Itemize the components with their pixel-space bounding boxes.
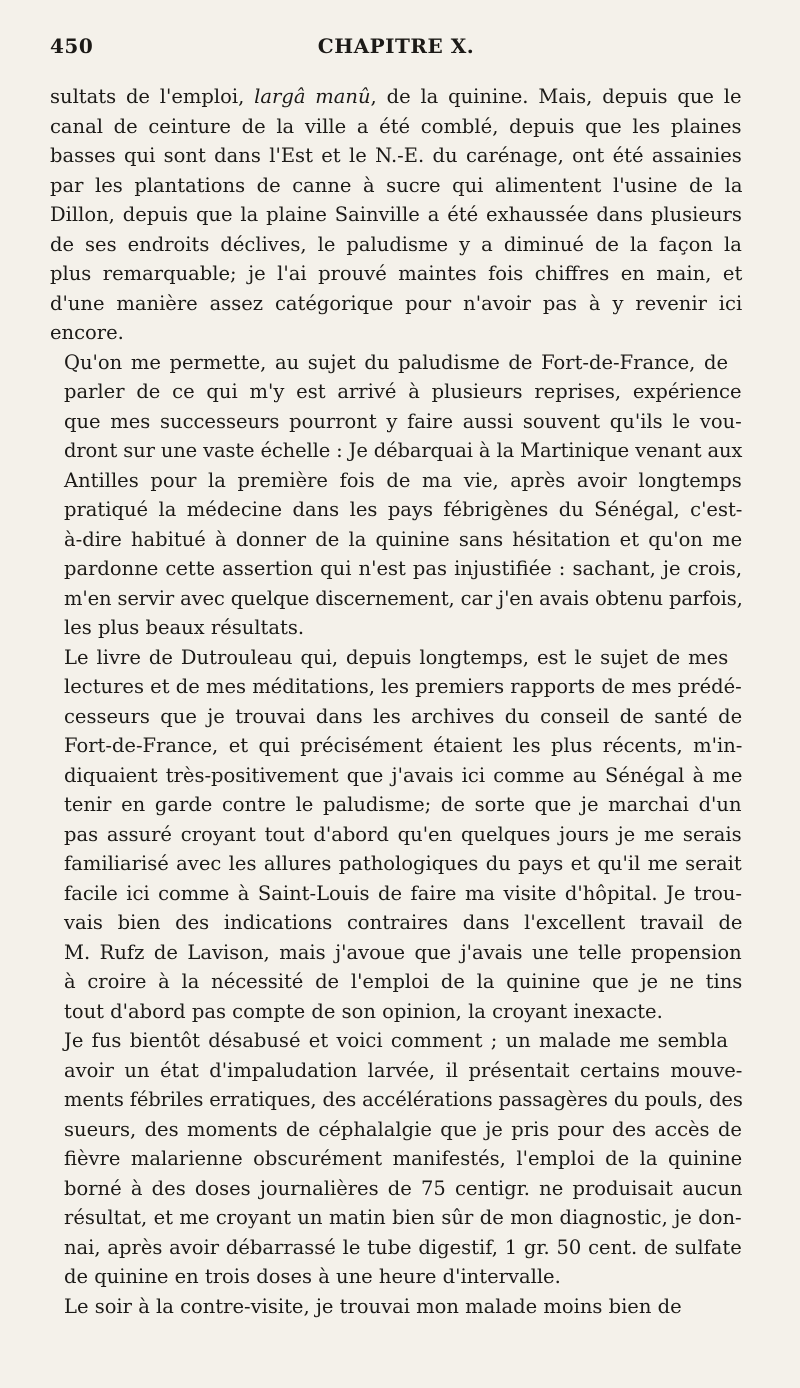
text-line: Fort-de-France, et qui précisément étaient les plus récents, m'in- [64,734,743,757]
text-line: de quinine en trois doses à une heure d'intervalle. [64,1265,561,1288]
text-line: Antilles pour la première fois de ma vie, après avoir longtemps [64,468,742,492]
text-line: Qu'on me permette, au sujet du paludisme de Fort-de-France, de [64,350,728,374]
text-line: fièvre malarienne obscurément manifestés, l'emploi de la quinine [64,1147,743,1170]
text-line: m'en servir avec quelque discernement, car j'en avais obtenu parfois, [64,586,743,610]
text-line: cesseurs que je trouvai dans les archives du conseil de santé de [64,704,743,728]
text-line: ments fébriles erratiques, des accélérations passagères du pouls, des [64,1088,743,1111]
paragraph [50,1026,742,1292]
text-line: diquaient très-positivement que j'avais ici comme au Sénégal à me [64,763,743,787]
paragraph [50,643,742,1027]
text-line: borné à des doses journalières de 75 centigr. ne produisait aucun [64,1176,743,1200]
text-line: sueurs, des moments de céphalalgie que je pris pour des accès de [64,1117,742,1141]
text-line: vais bien des indications contraires dans l'excellent travail de [64,911,743,934]
text-line: familiarisé avec les allures pathologiques du pays et qu'il me serait [64,852,742,875]
text-line: plus remarquable; je l'ai prouvé maintes fois chiffres en main, et [50,262,743,285]
text-line: d'une manière assez catégorique pour n'avoir pas à y revenir ici [50,291,743,315]
text-line: résultat, et me croyant un matin bien sûr de mon diagnostic, je don- [64,1206,742,1229]
text-line [50,82,742,112]
text-line: par les plantations de canne à sucre qui alimentent l'usine de la [50,173,743,197]
latin-phrase: largâ manû [254,85,371,108]
text-line: Le soir à la contre-visite, je trouvai mon malade moins bien de [64,1294,682,1318]
text-line: encore. [50,321,124,344]
text-line: lectures et de mes méditations, les premiers rapports de mes prédé- [64,675,742,698]
body-text [50,82,742,1321]
text-line: Le livre de Dutrouleau qui, depuis longtemps, est le sujet de mes [64,645,729,669]
text-line: basses qui sont dans l'Est et le N.-E. du carénage, ont été assainies [50,144,742,167]
page-number: 450 [50,34,94,58]
text-line: à-dire habitué à donner de la quinine sans hésitation et qu'on me [64,527,743,551]
text-line: que mes successeurs pourront y faire aussi souvent qu'ils le vou- [64,409,742,433]
running-head [50,34,742,64]
chapter-title: CHAPITRE X. [317,34,475,58]
text-line: M. Rufz de Lavison, mais j'avoue que j'avais une telle propension [64,940,742,964]
text-line: pas assuré croyant tout d'abord qu'en quelques jours je me serais [64,822,742,846]
text-line: de ses endroits déclives, le paludisme y a diminué de la façon la [50,232,742,256]
paragraph [50,348,742,643]
text-line: canal de ceinture de la ville a été comblé, depuis que les plaines [50,114,742,138]
text-line: avoir un état d'impaludation larvée, il présentait certains mouve- [64,1058,743,1082]
paragraph [50,82,742,348]
text-line: facile ici comme à Saint-Louis de faire ma visite d'hôpital. Je trou- [64,881,742,905]
text-line: Je fus bientôt désabusé et voici comment ; un malade me sembla [64,1029,729,1052]
text-line: dront sur une vaste échelle : Je débarquai à la Martinique venant aux [64,439,743,462]
text-line: tout d'abord pas compte de son opinion, la croyant inexacte. [64,999,663,1023]
text-line: tenir en garde contre le paludisme; de sorte que je marchai d'un [64,793,742,816]
text-line: Dillon, depuis que la plaine Sainville a été exhaussée dans plusieurs [50,203,742,226]
text-line: parler de ce qui m'y est arrivé à plusieurs reprises, expérience [64,380,742,403]
text-line: à croire à la nécessité de l'emploi de la quinine que je ne tins [64,970,743,993]
text-line: pratiqué la médecine dans les pays fébrigènes du Sénégal, c'est- [64,498,743,521]
text-line: nai, après avoir débarrassé le tube digestif, 1 gr. 50 cent. de sulfate [64,1235,742,1259]
text-run: sultats de l'emploi, largâ manû, de la quinine. Mais, depuis que le [50,85,742,108]
text-line: pardonne cette assertion qui n'est pas injustifiée : sachant, je crois, [64,557,743,580]
paragraph [50,1292,742,1322]
text-line: les plus beaux résultats. [64,616,305,639]
